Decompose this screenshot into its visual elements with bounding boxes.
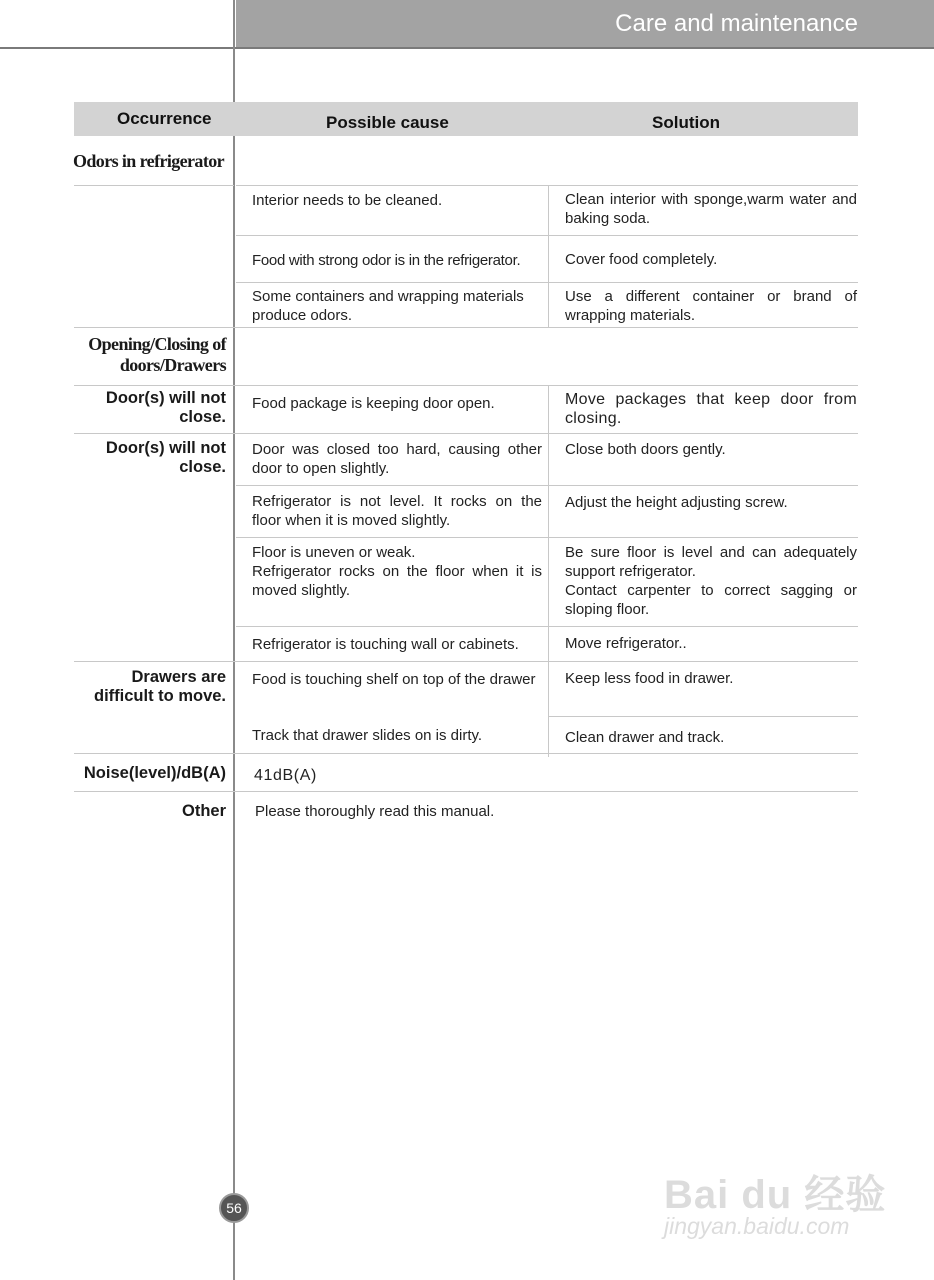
doors-cause-5: Refrigerator is touching wall or cabinets. <box>252 636 519 653</box>
doors-solution-6: Keep less food in drawer. <box>565 670 734 687</box>
page-number: 56 <box>219 1193 249 1223</box>
watermark-logo: Bai du 经验 <box>664 1173 887 1217</box>
divider <box>74 385 858 386</box>
door-will-not-close-label-1: Door(s) will not close. <box>105 389 226 426</box>
doors-cause-6: Food is touching shelf on top of the drawer <box>252 671 536 688</box>
divider <box>236 485 858 486</box>
divider <box>236 537 858 538</box>
section-doors-title: Opening/Closing of doors/Drawers <box>88 334 226 375</box>
divider <box>74 327 858 328</box>
divider <box>74 433 858 434</box>
doors-solution-4: Be sure floor is level and can adequately support refrigerator. Contact carpenter to correct sagging or sloping floor. <box>565 544 857 618</box>
divider <box>74 753 858 754</box>
section-odors-title: Odors in refrigerator <box>73 151 225 171</box>
odors-cause-1: Interior needs to be cleaned. <box>252 192 443 209</box>
divider <box>548 716 858 717</box>
doors-solution-3: Adjust the height adjusting screw. <box>565 494 788 511</box>
header-possible-cause: Possible cause <box>326 113 449 132</box>
doors-solution-7: Clean drawer and track. <box>565 729 725 746</box>
other-value: Please thoroughly read this manual. <box>255 803 495 820</box>
odors-cause-2: Food with strong odor is in the refrigerator. <box>252 252 521 269</box>
page-title: Care and maintenance <box>615 10 858 37</box>
other-label: Other <box>181 802 226 820</box>
doors-cause-2: Door was closed too hard, causing other door to open slightly. <box>252 441 542 477</box>
divider <box>236 282 858 283</box>
doors-solution-1: Move packages that keep door from closing. <box>565 391 857 427</box>
divider <box>74 185 234 186</box>
divider <box>74 661 858 662</box>
header-occurrence: Occurrence <box>117 109 212 128</box>
divider <box>236 235 858 236</box>
doors-cause-3: Refrigerator is not level. It rocks on the floor when it is moved slightly. <box>252 493 542 529</box>
odors-cause-3: Some containers and wrapping materials produce odors. <box>252 288 524 324</box>
doors-cause-1: Food package is keeping door open. <box>252 395 495 412</box>
odors-solution-3: Use a different container or brand of wrapping materials. <box>565 288 857 324</box>
doors-cause-7: Track that drawer slides on is dirty. <box>252 727 483 744</box>
noise-label: Noise(level)/dB(A) <box>83 764 226 782</box>
noise-value: 41dB(A) <box>254 767 317 784</box>
vertical-divider <box>233 0 235 1280</box>
drawers-difficult-label: Drawers are difficult to move. <box>94 668 226 705</box>
divider <box>236 185 858 186</box>
column-divider <box>548 385 549 757</box>
divider <box>236 626 858 627</box>
odors-solution-1: Clean interior with sponge,warm water and baking soda. <box>565 191 857 227</box>
header-rule <box>0 47 934 49</box>
doors-solution-2: Close both doors gently. <box>565 441 726 458</box>
divider <box>74 791 858 792</box>
watermark-url: jingyan.baidu.com <box>664 1213 850 1239</box>
doors-cause-4: Floor is uneven or weak. Refrigerator rocks on the floor when it is moved slightly. <box>252 544 542 599</box>
door-will-not-close-label-2: Door(s) will not close. <box>105 439 226 476</box>
odors-solution-2: Cover food completely. <box>565 251 718 268</box>
header-solution: Solution <box>652 113 720 132</box>
doors-solution-5: Move refrigerator.. <box>565 635 687 652</box>
column-divider <box>548 185 549 327</box>
